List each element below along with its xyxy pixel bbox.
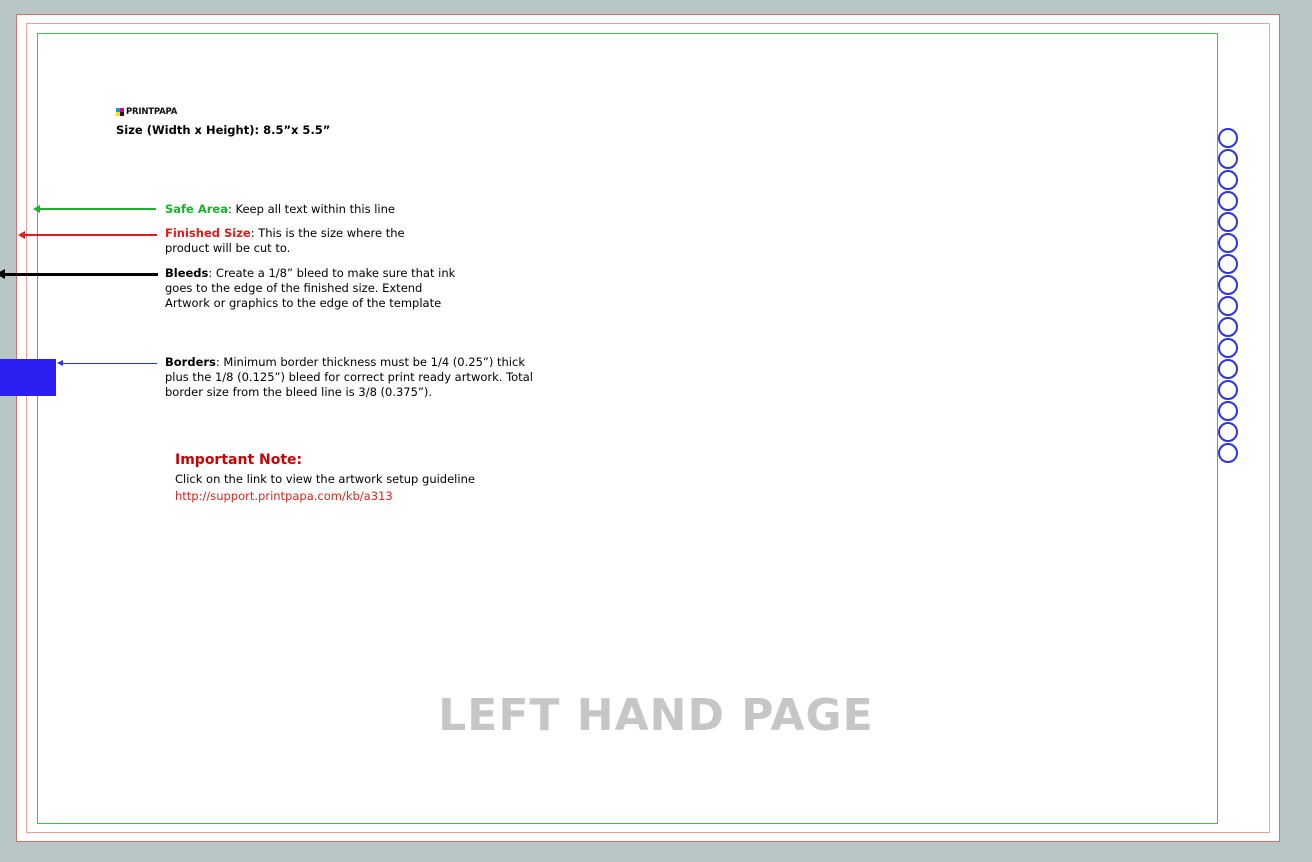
binding-hole-icon	[1218, 443, 1238, 463]
finished-size-arrow-head-icon	[18, 231, 25, 239]
brand-name: PRINTPAPA	[126, 107, 178, 117]
binding-hole-icon	[1218, 401, 1238, 421]
binding-hole-icon	[1218, 212, 1238, 232]
important-note-block	[175, 452, 475, 504]
bleeds-arrow-line	[4, 273, 158, 276]
binding-hole-icon	[1218, 338, 1238, 358]
legend-borders-text: : Minimum border thickness must be 1/4 (0.25”) thick plus the 1/8 (0.125”) bleed for correct print ready artwork. Total border size from the bleed line is 3/8 (0.375”).	[165, 355, 533, 399]
legend-bleeds	[165, 266, 460, 311]
page-watermark: LEFT HAND PAGE	[438, 690, 874, 741]
legend-safe-area-text: : Keep all text within this line	[227, 202, 395, 216]
legend-borders	[165, 355, 537, 400]
artwork-guideline-link[interactable]: http://support.printpapa.com/kb/a313	[175, 489, 393, 503]
legend-finished-size-key: Finished Size	[165, 226, 251, 240]
binding-hole-icon	[1218, 254, 1238, 274]
binding-hole-icon	[1218, 380, 1238, 400]
printpapa-logo-icon	[116, 108, 125, 117]
border-thickness-swatch	[0, 359, 56, 396]
printpapa-logo	[116, 105, 330, 119]
binding-hole-icon	[1218, 191, 1238, 211]
legend-safe-area	[165, 202, 585, 217]
binding-hole-icon	[1218, 275, 1238, 295]
borders-arrow-head-icon	[57, 360, 63, 366]
binding-hole-icon	[1218, 422, 1238, 442]
important-note-text: Click on the link to view the artwork setup guideline	[175, 472, 475, 486]
finished-size-arrow-line	[24, 234, 157, 236]
binding-hole-icon	[1218, 149, 1238, 169]
binding-hole-icon	[1218, 296, 1238, 316]
spiral-binding-holes	[1218, 128, 1242, 464]
legend-safe-area-key: Safe Area	[165, 202, 228, 216]
binding-hole-icon	[1218, 317, 1238, 337]
legend-finished-size-text: : This is the size where the product will be cut to.	[165, 226, 405, 255]
legend-finished-size	[165, 226, 435, 256]
safe-area-arrow-head-icon	[33, 205, 40, 213]
binding-hole-icon	[1218, 128, 1238, 148]
legend-bleeds-text: : Create a 1/8” bleed to make sure that ink goes to the edge of the finished size. Extend Artwork or graphics to the edge of the template	[165, 266, 456, 310]
safe-area-arrow-line	[38, 208, 156, 210]
legend-borders-key: Borders	[165, 355, 216, 369]
logo-block	[116, 105, 330, 137]
bleeds-arrow-head-icon	[0, 269, 5, 279]
legend-bleeds-key: Bleeds	[165, 266, 209, 280]
binding-hole-icon	[1218, 359, 1238, 379]
important-note-title: Important Note:	[175, 452, 303, 468]
borders-arrow-line	[62, 363, 157, 364]
binding-hole-icon	[1218, 170, 1238, 190]
binding-hole-icon	[1218, 233, 1238, 253]
document-size-label: Size (Width x Height): 8.5”x 5.5”	[116, 123, 331, 137]
